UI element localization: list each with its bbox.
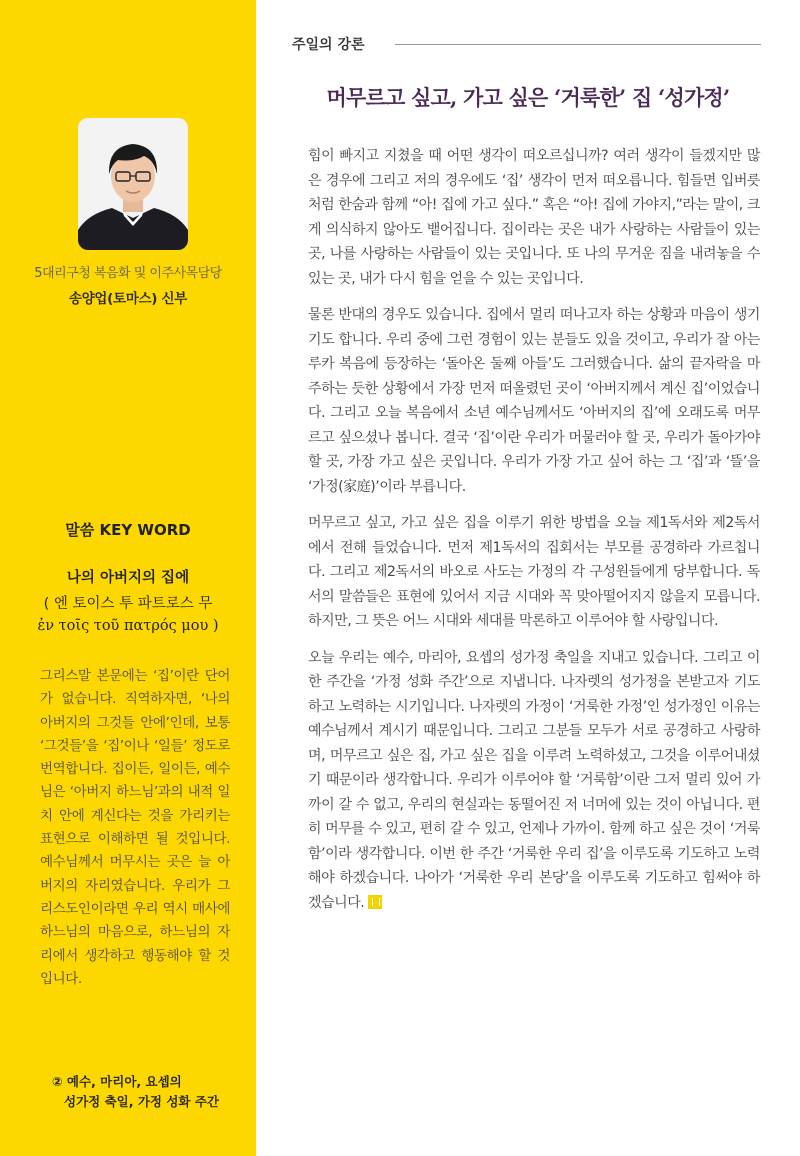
article-paragraph xyxy=(308,646,760,916)
article-paragraph: 힘이 빠지고 지쳤을 때 어떤 생각이 떠오르십니까? 여러 생각이 들겠지만 많은 경우에 그리고 저의 경우에도 ‘집’ 생각이 먼저 떠오릅니다. 힘들면 입버릇처럼 한숨과 함께 “아! 집에 가고 싶다.” 혹은 “아! 집에 가야지,”라는 말이, 크게 의식하지 않아도 뱉어집니다. 집이라는 곳은 내가 사랑하는 사람들이 있는 곳, 나를 사랑하는 사람들이 있는 곳입니다. 또 나의 무거운 짐을 내려놓을 수 있는 곳, 내가 다시 힘을 얻을 수 있는 곳입니다. xyxy=(308,148,760,287)
end-mark-icon xyxy=(368,895,382,909)
sidebar xyxy=(0,0,256,1156)
article-body xyxy=(308,144,760,927)
keyword-term: 나의 아버지의 집에 xyxy=(66,570,190,586)
section-label: 주일의 강론 xyxy=(292,37,365,53)
footer-note-line1: ② 예수, 마리아, 요셉의 xyxy=(52,1074,182,1089)
footer-note xyxy=(52,1072,252,1112)
keyword-heading: 말씀 KEY WORD xyxy=(65,521,191,539)
author-name: 송양업(토마스) 신부 xyxy=(68,291,188,307)
author-title: 5대리구청 복음화 및 이주사목담당 xyxy=(34,266,222,281)
author-photo xyxy=(78,118,188,250)
keyword-explanation: 그리스말 본문에는 ‘집’이란 단어가 없습니다. 직역하자면, ‘나의 아버지의 그것들 안에’인데, 보통 ‘그것들’을 ‘집’이나 ‘일들’ 정도로 번역합니다. 집이든, 일이든, 예수님은 ‘아버지 하느님’과의 내적 일치 안에 계신다는 것을 가리키는 표현으로 이해하면 될 것입니다. 예수님께서 머무시는 곳은 늘 아버지의 자리였습니다. 우리가 그리스도인이라면 우리 역시 매사에 하느님의 마음으로, 하느님의 자리에서 생각하고 행동해야 할 것입니다. xyxy=(40,668,230,987)
keyword-greek: ἐν τοῖς τοῦ πατρός μου ) xyxy=(37,618,219,634)
section-divider xyxy=(395,44,761,45)
footer-note-line2: 성가정 축일, 가정 성화 주간 xyxy=(64,1094,219,1109)
article-paragraph-text: 오늘 우리는 예수, 마리아, 요셉의 성가정 축일을 지내고 있습니다. 그리고 이 한 주간을 ‘가정 성화 주간’으로 지냅니다. 나자렛의 성가정을 본받고자 기도하고 노력하는 시기입니다. 나자렛의 가정이 ‘거룩한 가정’인 성가정인 이유는 예수님께서 계시기 때문입니다. 그리고 그분들 모두가 서로 공경하고 사랑하며, 머무르고 싶은 집, 가고 싶은 집을 이루려 노력하셨고, 그것을 이루어내셨기 때문이라 생각합니다. 우리가 이루어야 할 ‘거룩함’이란 그저 멀리 있어 가까이 갈 수 없고, 우리의 현실과는 동떨어진 저 너머에 있는 것이 아닙니다. 편히 머무를 수 있고, 편히 갈 수 있고, 언제나 가까이. 함께 하고 싶은 것이 ‘거룩함’이라 생각합니다. 이번 한 주간 ‘거룩한 우리 집’을 이루도록 기도하고 노력해야 하겠습니다. 나아가 ‘거룩한 우리 본당’을 이루도록 기도하고 힘써야 하겠습니다. xyxy=(308,649,760,911)
article-title: 머무르고 싶고, 가고 싶은 ‘거룩한’ 집 ‘성가정’ xyxy=(326,85,730,110)
keyword-transliteration: ( 엔 토이스 투 파트로스 무 xyxy=(43,596,213,612)
article-paragraph: 머무르고 싶고, 가고 싶은 집을 이루기 위한 방법을 오늘 제1독서와 제2독서에서 전해 들었습니다. 먼저 제1독서의 집회서는 부모를 공경하라 가르칩니다. 그리고 제2독서의 바오로 사도는 가정의 각 구성원들에게 당부합니다. 독서의 말씀들은 표현에 있어서 지금 시대와 꼭 맞아떨어지지 않을지 모릅니다. 하지만, 그 뜻은 어느 시대와 세대를 막론하고 이루어야 할 사랑입니다. xyxy=(308,515,760,629)
article-paragraph: 물론 반대의 경우도 있습니다. 집에서 멀리 떠나고자 하는 상황과 마음이 생기기도 합니다. 우리 중에 그런 경험이 있는 분들도 있을 것이고, 우리가 잘 아는 루카 복음에 등장하는 ‘돌아온 둘째 아들’도 그러했습니다. 삶의 끝자락을 마주하는 듯한 상황에서 가장 먼저 떠올렸던 곳이 ‘아버지께서 계신 집’이었습니다. 그리고 오늘 복음에서 소년 예수님께서도 ‘아버지의 집’에 오래도록 머무르고 싶으셨나 봅니다. 결국 ‘집’이란 우리가 머물러야 할 곳, 우리가 돌아가야 할 곳, 가장 가고 싶은 곳입니다. 우리가 가장 가고 싶어 하는 그 ‘집’과 ‘뜰’을 ‘가정(家庭)’이라 부릅니다. xyxy=(308,307,760,495)
